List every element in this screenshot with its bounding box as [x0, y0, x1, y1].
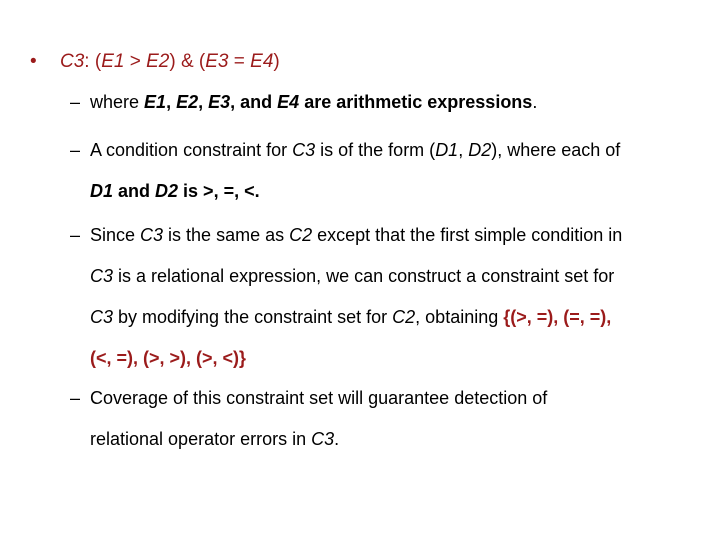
text-part: , obtaining	[415, 307, 504, 327]
text-part: is a relational expression, we can construct a constraint set for	[113, 266, 615, 286]
term-d2: D2	[155, 181, 179, 201]
text-part: ), where each of	[491, 140, 621, 160]
text-part: Since	[90, 225, 141, 245]
text-part: Coverage of this constraint set will guarantee detection of	[90, 388, 548, 408]
term-e1: E1	[144, 92, 167, 112]
text-part: and	[113, 181, 156, 201]
expr-part: : (	[84, 51, 102, 72]
term-c3: C3	[90, 307, 114, 327]
sub-bullet-2	[70, 130, 690, 212]
term-e2: E2	[176, 92, 199, 112]
expr-e1: E1	[101, 51, 125, 72]
text-part: ,	[166, 92, 177, 112]
text-part: , and	[230, 92, 278, 112]
dash-marker: –	[70, 92, 81, 112]
sub-bullet-1	[70, 82, 690, 123]
dash-marker: –	[70, 388, 81, 408]
text-part: by modifying the constraint set for	[113, 307, 393, 327]
term-e4: E4	[277, 92, 300, 112]
text-part: is the same as	[163, 225, 290, 245]
c3-label: C3	[60, 51, 85, 72]
term-c3: C3	[90, 266, 114, 286]
main-bullet	[30, 48, 280, 76]
constraint-set: {(>, =), (=, =),	[503, 307, 612, 327]
text-part: where	[90, 92, 145, 112]
term-c3: C3	[292, 140, 316, 160]
dash-marker: –	[70, 225, 81, 245]
expr-e3: E3	[205, 51, 229, 72]
term-c2: C2	[392, 307, 416, 327]
term-d1: D1	[90, 181, 114, 201]
text-part: .	[334, 429, 340, 449]
expr-e4: E4	[250, 51, 274, 72]
term-c2: C2	[289, 225, 313, 245]
expr-part: =	[228, 51, 251, 72]
text-part: is of the form (	[315, 140, 436, 160]
text-part: A condition constraint for	[90, 140, 293, 160]
constraint-set: (<, =), (>, >), (>, <)}	[90, 348, 247, 368]
term-c3: C3	[140, 225, 164, 245]
expr-part: >	[124, 51, 147, 72]
text-part: are arithmetic expressions	[299, 92, 533, 112]
expr-part: )	[273, 51, 280, 72]
text-part: except that the first simple condition in	[312, 225, 623, 245]
term-d2: D2	[468, 140, 492, 160]
text-part: is >, =, <.	[178, 181, 260, 201]
dash-marker: –	[70, 140, 81, 160]
text-part: ,	[198, 92, 209, 112]
term-d1: D1	[435, 140, 459, 160]
bullet-marker: •	[30, 51, 37, 72]
text-part: ,	[458, 140, 469, 160]
text-part: relational operator errors in	[90, 429, 312, 449]
sub-bullet-4	[70, 378, 690, 460]
expr-e2: E2	[146, 51, 170, 72]
term-c3: C3	[311, 429, 335, 449]
expr-part: ) & (	[169, 51, 206, 72]
text-part: .	[532, 92, 538, 112]
term-e3: E3	[208, 92, 231, 112]
sub-bullet-3	[70, 215, 690, 379]
